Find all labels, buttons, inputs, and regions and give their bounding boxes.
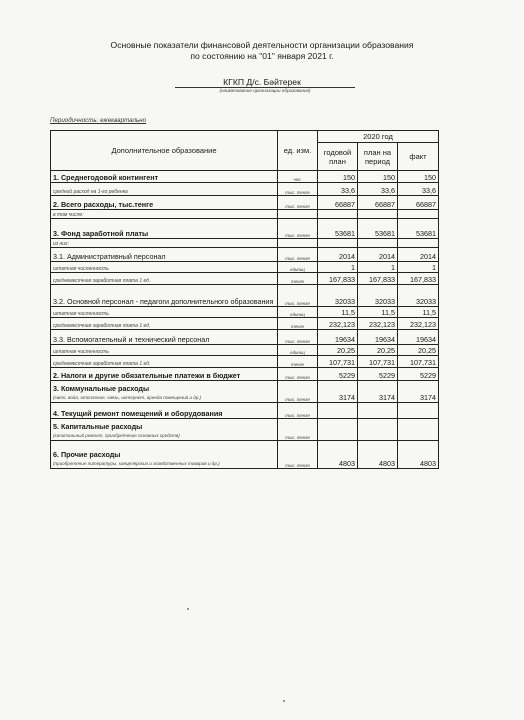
financial-indicators-table [50, 130, 439, 469]
row-label: среднемесячная заработная плата 1 ед. [51, 356, 278, 368]
row-label: 3.3. Вспомогательный и технический персонал [51, 330, 278, 345]
row-note: (свет, вода, отопление, связь, интернет, аренда помещений и др.) [53, 394, 202, 400]
table-row [51, 318, 439, 330]
row-label [51, 441, 278, 469]
organization-caption: (наименование организации образования) [219, 88, 311, 93]
row-plan-year: 33,6 [318, 183, 358, 196]
row-unit: тыс. тенге [278, 196, 318, 210]
table-row [51, 239, 439, 248]
row-note: (капитальный ремонт, приобретение основных средств) [53, 432, 180, 438]
periodicity-label: Периодичность: ежеквартально [50, 117, 147, 124]
organization-name: КГКП Д/с. Бәйтерек [223, 77, 301, 87]
table-row [51, 183, 439, 196]
row-plan-year: 4803 [318, 441, 358, 469]
row-plan-period: 232,123 [358, 318, 398, 330]
row-plan-year: 66887 [318, 196, 358, 210]
row-plan-period: 1 [358, 262, 398, 273]
row-plan-period [358, 403, 398, 419]
row-plan-period: 66887 [358, 196, 398, 210]
table-row [51, 196, 439, 210]
row-plan-period: 19634 [358, 330, 398, 345]
row-unit: тыс. тенге [278, 441, 318, 469]
row-fact: 19634 [398, 330, 439, 345]
row-unit: единиц [278, 262, 318, 273]
row-plan-period: 2014 [358, 248, 398, 262]
row-plan-period: 33,6 [358, 183, 398, 196]
row-title: 5. Капитальные расходы [53, 422, 143, 431]
table-row [51, 273, 439, 285]
table-row [51, 330, 439, 345]
row-unit: тыс. тенге [278, 248, 318, 262]
row-fact: 66887 [398, 196, 439, 210]
row-label: 2. Налоги и другие обязательные платежи в бюджет [51, 368, 278, 381]
row-unit: тенге [278, 273, 318, 285]
row-note: (приобретение литературы, канцелярских и хозяйственных товаров и др.) [53, 460, 220, 466]
header-main-column: Дополнительное образование [51, 131, 278, 171]
row-fact: 53681 [398, 219, 439, 239]
table-row [51, 307, 439, 318]
row-plan-year: 150 [318, 171, 358, 183]
header-year: 2020 год [318, 131, 439, 143]
table-row [51, 345, 439, 356]
row-unit: тыс. тенге [278, 419, 318, 441]
row-fact: 150 [398, 171, 439, 183]
table-row [51, 356, 439, 368]
row-plan-period: 107,731 [358, 356, 398, 368]
row-fact: 1 [398, 262, 439, 273]
row-label [51, 419, 278, 441]
row-label [51, 381, 278, 403]
row-fact [398, 419, 439, 441]
row-fact: 2014 [398, 248, 439, 262]
row-label: из них: [51, 239, 278, 248]
row-plan-year: 167,833 [318, 273, 358, 285]
row-label: 3. Фонд заработной платы [51, 219, 278, 239]
row-unit: тыс. тенге [278, 219, 318, 239]
row-plan-year: 232,123 [318, 318, 358, 330]
report-title-line-2: по состоянию на "01" января 2021 г. [190, 51, 334, 61]
header-unit-column: ед. изм. [278, 131, 318, 171]
row-label: 3.2. Основной персонал - педагоги дополнительного образования [51, 285, 278, 307]
row-label: средний расход на 1-го ребенка [51, 183, 278, 196]
table-row [51, 368, 439, 381]
row-label: в том числе: [51, 210, 278, 219]
row-label: штатная численность [51, 307, 278, 318]
row-unit: тыс. тенге [278, 330, 318, 345]
row-fact: 167,833 [398, 273, 439, 285]
row-plan-period: 20,25 [358, 345, 398, 356]
row-unit: единиц [278, 307, 318, 318]
row-unit: тыс. тенге [278, 381, 318, 403]
row-fact: 232,123 [398, 318, 439, 330]
table-row [51, 441, 439, 469]
header-fact: факт [398, 143, 439, 171]
row-label: 1. Среднегодовой контингент [51, 171, 278, 183]
table-row [51, 403, 439, 419]
row-plan-period [358, 419, 398, 441]
row-plan-year [318, 419, 358, 441]
table-row [51, 171, 439, 183]
row-unit: тенге [278, 318, 318, 330]
row-unit: единиц [278, 345, 318, 356]
row-fact: 20,25 [398, 345, 439, 356]
row-fact [398, 403, 439, 419]
table-row [51, 419, 439, 441]
row-label: среднемесячная заработная плата 1 ед. [51, 273, 278, 285]
row-title: 3. Коммунальные расходы [53, 384, 150, 393]
report-title [0, 40, 524, 62]
row-plan-period: 3174 [358, 381, 398, 403]
row-unit: тенге [278, 356, 318, 368]
row-plan-year: 19634 [318, 330, 358, 345]
row-fact: 5229 [398, 368, 439, 381]
row-label: штатная численность [51, 345, 278, 356]
row-label: 2. Всего расходы, тыс.тенге [51, 196, 278, 210]
table-row [51, 210, 439, 219]
row-fact: 33,6 [398, 183, 439, 196]
row-plan-period: 150 [358, 171, 398, 183]
row-fact: 4803 [398, 441, 439, 469]
row-label: 4. Текущий ремонт помещений и оборудования [51, 403, 278, 419]
row-plan-year: 3174 [318, 381, 358, 403]
row-label: среднемесячная заработная плата 1 ед. [51, 318, 278, 330]
row-fact: 107,731 [398, 356, 439, 368]
row-plan-year: 53681 [318, 219, 358, 239]
row-plan-period: 11,5 [358, 307, 398, 318]
row-plan-year: 11,5 [318, 307, 358, 318]
table-row [51, 262, 439, 273]
row-plan-year: 20,25 [318, 345, 358, 356]
row-fact: 11,5 [398, 307, 439, 318]
row-plan-year: 5229 [318, 368, 358, 381]
row-title: 6. Прочие расходы [53, 450, 121, 459]
header-plan-period: план на период [358, 143, 398, 171]
row-unit: тыс. тенге [278, 183, 318, 196]
row-plan-period: 53681 [358, 219, 398, 239]
scan-speck [187, 608, 189, 610]
row-plan-year: 107,731 [318, 356, 358, 368]
row-plan-period: 167,833 [358, 273, 398, 285]
row-plan-year: 1 [318, 262, 358, 273]
row-plan-period: 5229 [358, 368, 398, 381]
row-unit: тыс. тенге [278, 403, 318, 419]
table-row [51, 381, 439, 403]
table-row [51, 248, 439, 262]
row-label: штатная численность [51, 262, 278, 273]
row-fact: 32033 [398, 285, 439, 307]
table-row [51, 219, 439, 239]
report-title-line-1: Основные показатели финансовой деятельности организации образования [110, 40, 414, 50]
row-unit: тыс. тенге [278, 368, 318, 381]
scan-speck [283, 700, 285, 702]
row-plan-year [318, 403, 358, 419]
row-unit: тыс. тенге [278, 285, 318, 307]
row-fact: 3174 [398, 381, 439, 403]
header-plan-year: годовой план [318, 143, 358, 171]
row-plan-period: 32033 [358, 285, 398, 307]
row-label: 3.1. Административный персонал [51, 248, 278, 262]
table-row [51, 285, 439, 307]
row-plan-year: 2014 [318, 248, 358, 262]
row-plan-period: 4803 [358, 441, 398, 469]
row-unit: чел. [278, 171, 318, 183]
row-plan-year: 32033 [318, 285, 358, 307]
